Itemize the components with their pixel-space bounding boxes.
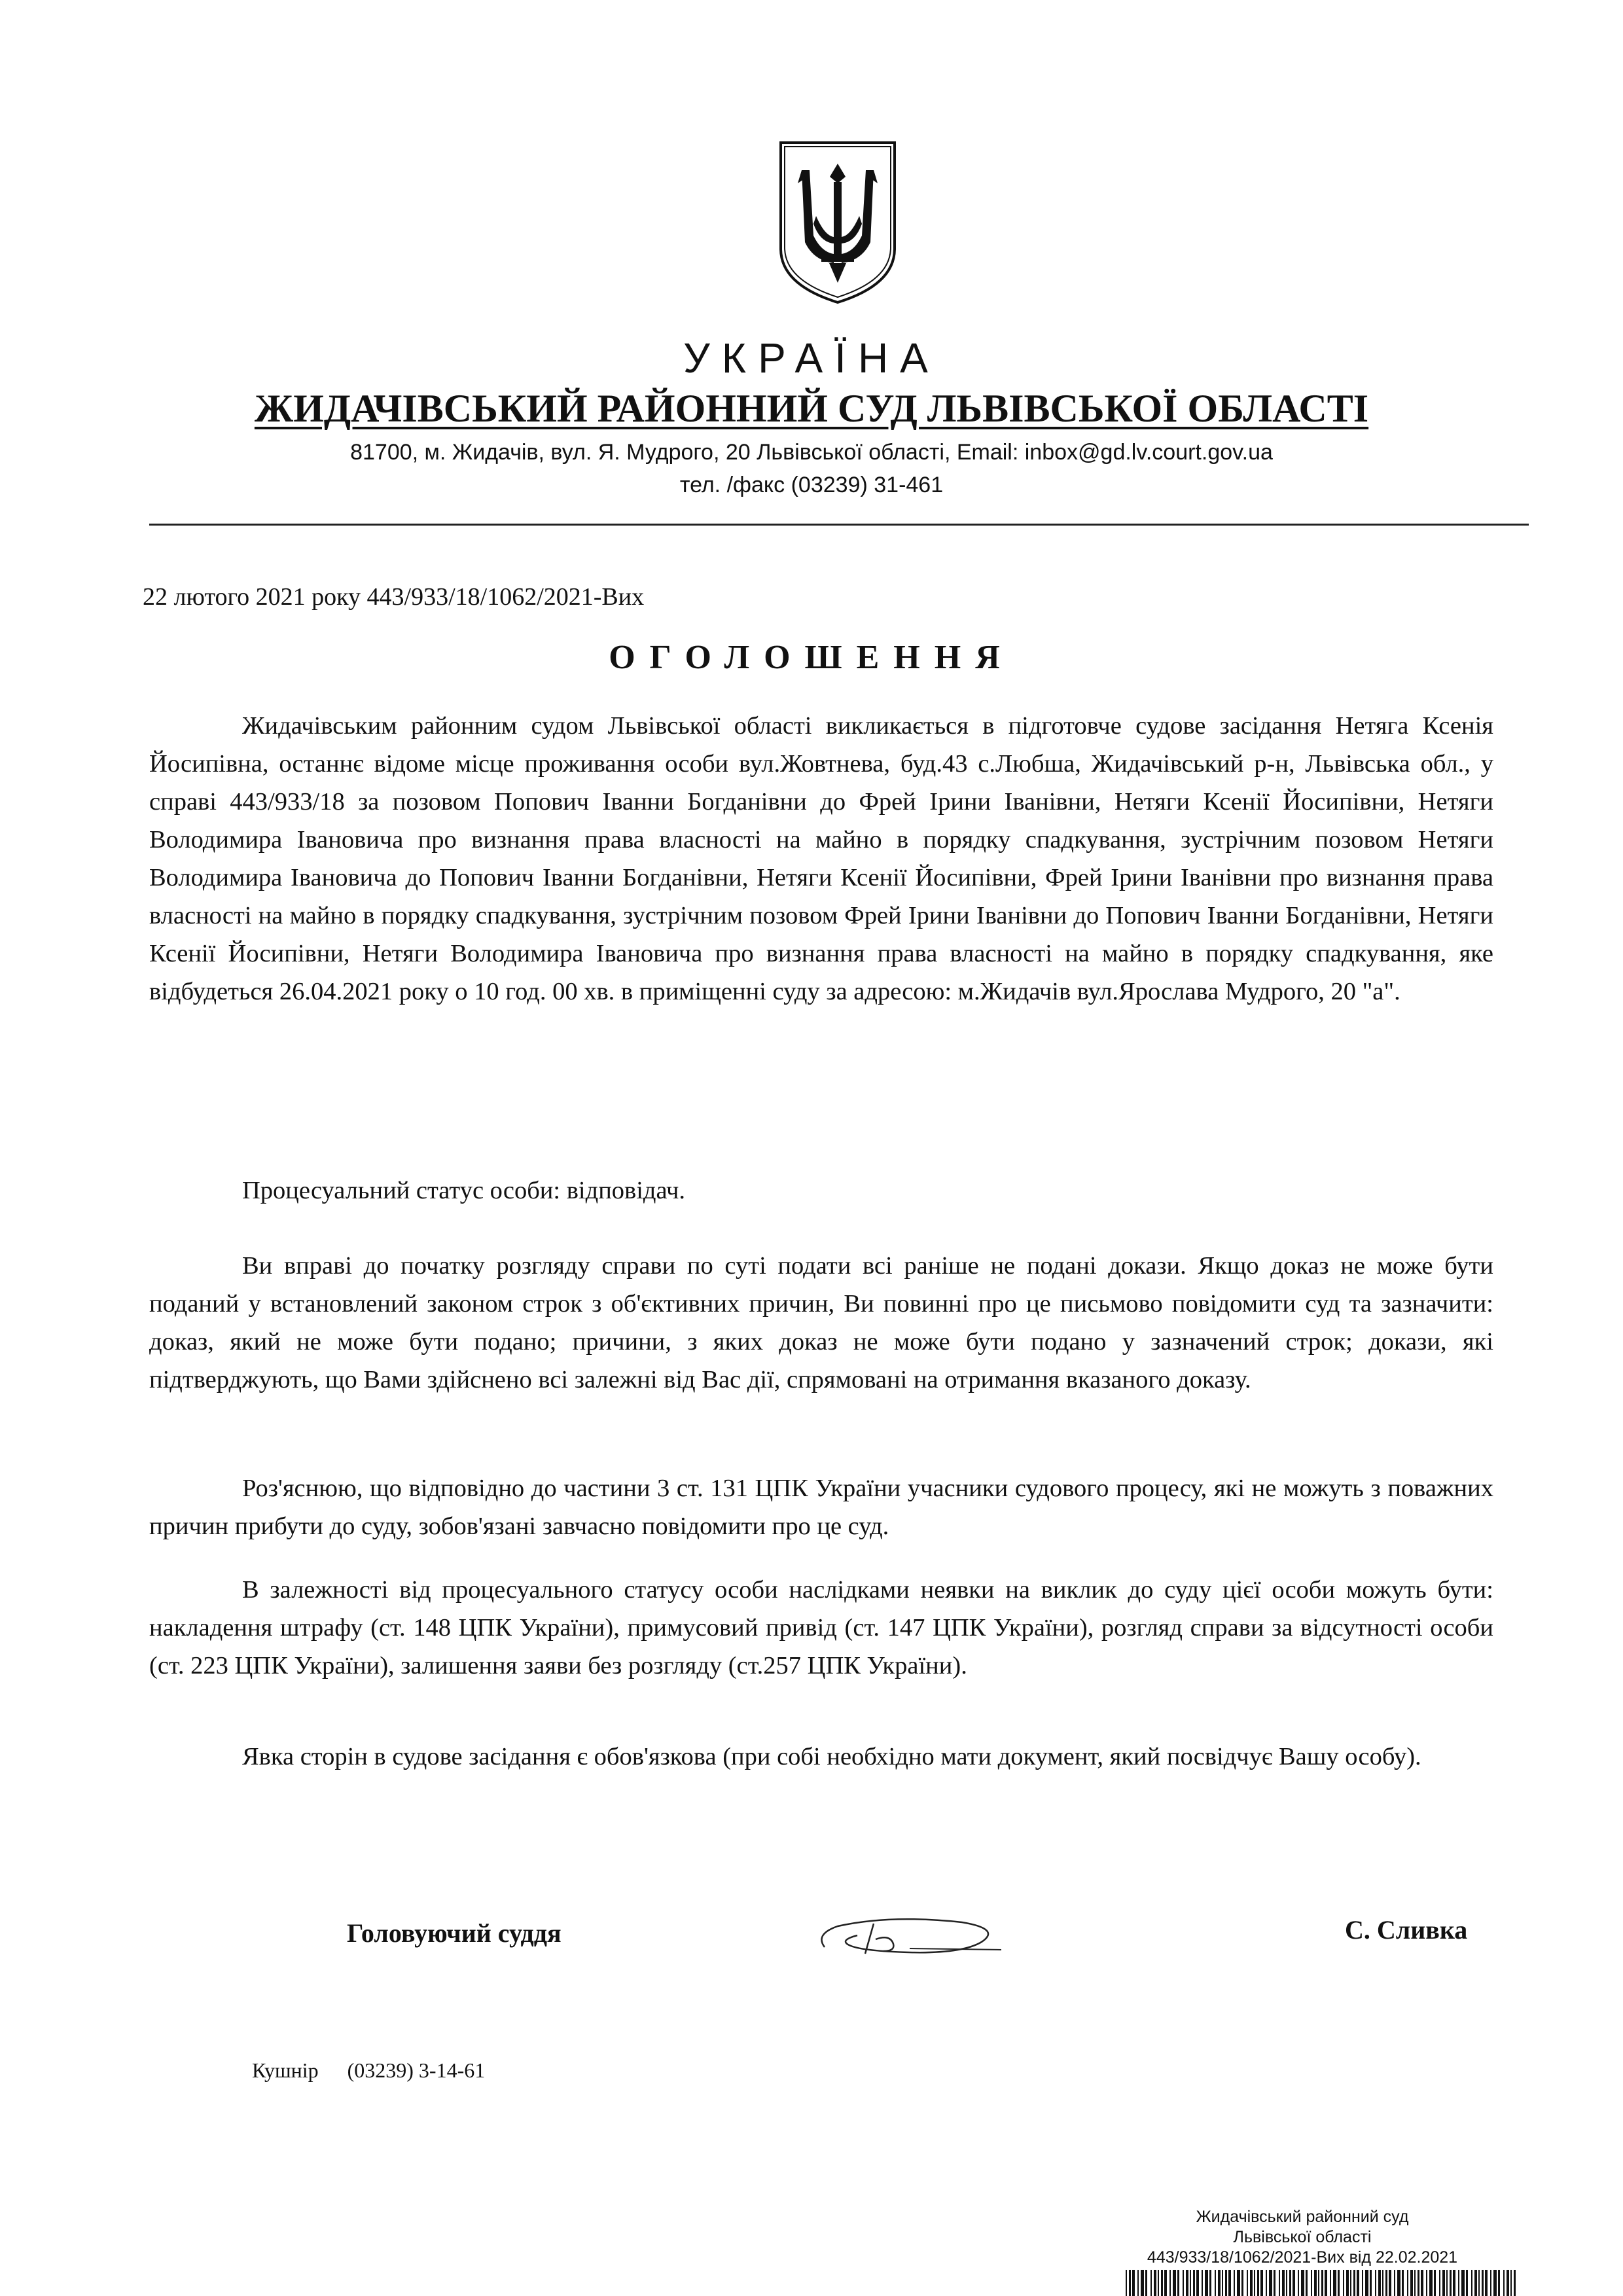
executor-phone: (03239) 3-14-61	[347, 2058, 486, 2082]
court-address: 81700, м. Жидачів, вул. Я. Мудрого, 20 Львівської області, Email: inbox@gd.lv.court.gov.ua	[350, 440, 1273, 465]
stamp-line-court: Жидачівський районний суд	[1196, 2208, 1409, 2226]
stamp-line-region: Львівської області	[1233, 2228, 1372, 2246]
date-reference: 22 лютого 2021 року 443/933/18/1062/2021-Вих	[143, 583, 645, 611]
handwritten-signature	[812, 1908, 1008, 1964]
document-title: ОГОЛОШЕННЯ	[609, 639, 1014, 676]
body-paragraph: Явка сторін в судове засідання є обов'язкова (при собі необхідно мати документ, який посвідчує Вашу особу).	[242, 1743, 1421, 1770]
barcode-icon	[1126, 2270, 1518, 2296]
executor-info	[252, 2058, 514, 2083]
judge-name: С. Сливка	[1345, 1915, 1468, 1945]
body-paragraph: Жидачівським районним судом Львівської області викликається в підготовче судове засідання Нетяга Ксенія Йосипівна, останнє відоме місце проживання особи вул.Жовтнева, буд.43 с.Любша, Жидачівський р-н, Львівська обл., у справі 443/933/18 за позовом Попович Іванни Богданівни до Фрей Ірини Іванівни, Нетяги Ксенії Йосипівни, Нетяги Володимира Івановича про визнання права власності на майно в порядку спадкування, зустрічним позовом Нетяги Володимира Івановича до Попович Іванни Богданівни, Нетяги Ксенії Йосипівни, Фрей Ірини Іванівни про визнання права власності на майно в порядку спадкування, зустрічним позовом Фрей Ірини Іванівни до Попович Іванни Богданівни, Нетяги Ксенії Йосипівни, Нетяги Володимира Івановича про визнання права власності на майно в порядку спадкування, яке відбудеться 26.04.2021 року о 10 год. 00 хв. в приміщенні суду за адресою: м.Жидачів вул.Ярослава Мудрого, 20 "а".	[149, 712, 1493, 1005]
body-paragraph: Процесуальний статус особи: відповідач.	[242, 1177, 686, 1204]
registration-stamp	[1099, 2207, 1505, 2268]
stamp-line-number: 443/933/18/1062/2021-Вих від 22.02.2021	[1147, 2248, 1458, 2267]
court-phone: тел. /факс (03239) 31-461	[679, 473, 944, 497]
trident-coat-of-arms-icon	[776, 137, 900, 308]
header-divider	[149, 524, 1529, 526]
body-paragraph: Роз'яснюю, що відповідно до частини 3 ст. 131 ЦПК України учасники судового процесу, які не можуть з поважних причин прибути до суду, зобов'язані завчасно повідомити про це суд.	[149, 1475, 1493, 1540]
body-paragraph: В залежності від процесуального статусу особи наслідками неявки на виклик до суду цієї особи можуть бути: накладення штрафу (ст. 148 ЦПК України), примусовий привід (ст. 147 ЦПК України), розгляд справи за відсутності особи (ст. 223 ЦПК України), залишення заяви без розгляду (ст.257 ЦПК України).	[149, 1576, 1493, 1679]
executor-name: Кушнір	[252, 2058, 319, 2082]
judge-label: Головуючий суддя	[347, 1918, 562, 1948]
country-heading: УКРАЇНА	[683, 334, 940, 382]
court-name: ЖИДАЧІВСЬКИЙ РАЙОННИЙ СУД ЛЬВІВСЬКОЇ ОБЛАСТІ	[254, 387, 1369, 430]
body-paragraph: Ви вправі до початку розгляду справи по суті подати всі раніше не подані докази. Якщо доказ не може бути поданий у встановлений законом строк з об'єктивних причин, Ви повинні про це письмово повідомити суд та зазначити: доказ, який не може бути подано; причини, з яких доказ не може бути подано у зазначений строк; докази, які підтверджують, що Вами здійснено всі залежні від Вас дії, спрямовані на отримання вказаного доказу.	[149, 1252, 1493, 1393]
